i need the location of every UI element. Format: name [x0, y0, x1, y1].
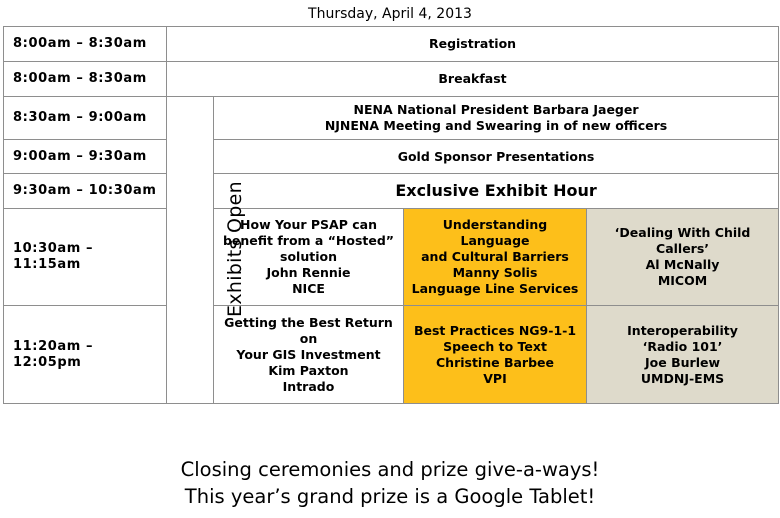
- schedule-row: [4, 27, 779, 62]
- session-cell: [587, 306, 779, 404]
- session-line: Interoperability: [627, 322, 738, 338]
- session-line: ‘Dealing With Child: [614, 225, 751, 240]
- schedule-row: [4, 174, 779, 209]
- closing-line: Closing ceremonies and prize give-a-ways!: [180, 458, 600, 481]
- session-line: NICE: [292, 281, 325, 296]
- event-cell: [167, 27, 779, 62]
- event-cell: [214, 140, 779, 174]
- time-slot: 9:00am – 9:30am: [4, 140, 167, 174]
- session-line: MICOM: [657, 273, 708, 288]
- time-slot: 10:30am – 11:15am: [4, 209, 167, 306]
- event-line: Exclusive Exhibit Hour: [395, 181, 597, 200]
- time-slot: 8:00am – 8:30am: [4, 27, 167, 62]
- time-slot: 8:30am – 9:00am: [4, 97, 167, 140]
- session-cell: [404, 306, 587, 404]
- event-cell: [214, 174, 779, 209]
- session-line: Joe Burlew: [645, 354, 721, 370]
- event-cell: [214, 97, 779, 140]
- time-slot: 9:30am – 10:30am: [4, 174, 167, 209]
- session-line: UMDNJ-EMS: [640, 370, 725, 386]
- event-cell: [167, 62, 779, 97]
- time-slot: 11:20am – 12:05pm: [4, 306, 167, 404]
- schedule-row: [4, 62, 779, 97]
- schedule-row: [4, 306, 779, 404]
- session-line: Your GIS Investment: [236, 346, 381, 362]
- event-line: Registration: [428, 36, 517, 51]
- session-line: Getting the Best Return on: [224, 314, 393, 346]
- session-line: Al McNally: [645, 257, 720, 272]
- schedule-row: [4, 97, 779, 140]
- time-slot: 8:00am – 8:30am: [4, 62, 167, 97]
- session-line: Understanding Language: [442, 217, 548, 248]
- session-cell: [214, 306, 404, 404]
- closing-announcement: [0, 456, 780, 510]
- session-line: benefit from a “Hosted”: [222, 233, 395, 248]
- schedule-table: [3, 26, 779, 404]
- session-line: VPI: [483, 370, 507, 386]
- session-line: ‘Radio 101’: [642, 338, 723, 354]
- exhibits-open-label: Exhibits Open: [223, 181, 246, 317]
- session-line: John Rennie: [266, 265, 351, 280]
- session-line: Callers’: [656, 241, 710, 256]
- session-line: Manny Solis: [452, 265, 538, 280]
- event-line: NENA National President Barbara Jaeger: [353, 102, 639, 117]
- event-line: NJNENA Meeting and Swearing in of new officers: [324, 118, 668, 133]
- page-title: Thursday, April 4, 2013: [308, 6, 472, 22]
- session-line: and Cultural Barriers: [421, 249, 569, 264]
- session-line: How Your PSAP can: [240, 217, 377, 232]
- closing-line: This year’s grand prize is a Google Tablet!: [184, 485, 596, 508]
- session-cell: [404, 209, 587, 306]
- schedule-row: [4, 140, 779, 174]
- session-line: Language Line Services: [411, 281, 579, 296]
- event-line: Gold Sponsor Presentations: [397, 148, 595, 164]
- session-line: Kim Paxton: [268, 362, 349, 378]
- session-line: solution: [280, 249, 337, 264]
- session-line: Christine Barbee: [436, 354, 554, 370]
- event-line: Breakfast: [438, 71, 507, 86]
- session-line: Best Practices NG9-1-1: [413, 322, 577, 338]
- session-line: Speech to Text: [443, 338, 547, 354]
- schedule-row: [4, 209, 779, 306]
- exhibits-open-cell: [167, 97, 246, 404]
- session-line: Intrado: [282, 378, 335, 394]
- session-cell: [587, 209, 779, 306]
